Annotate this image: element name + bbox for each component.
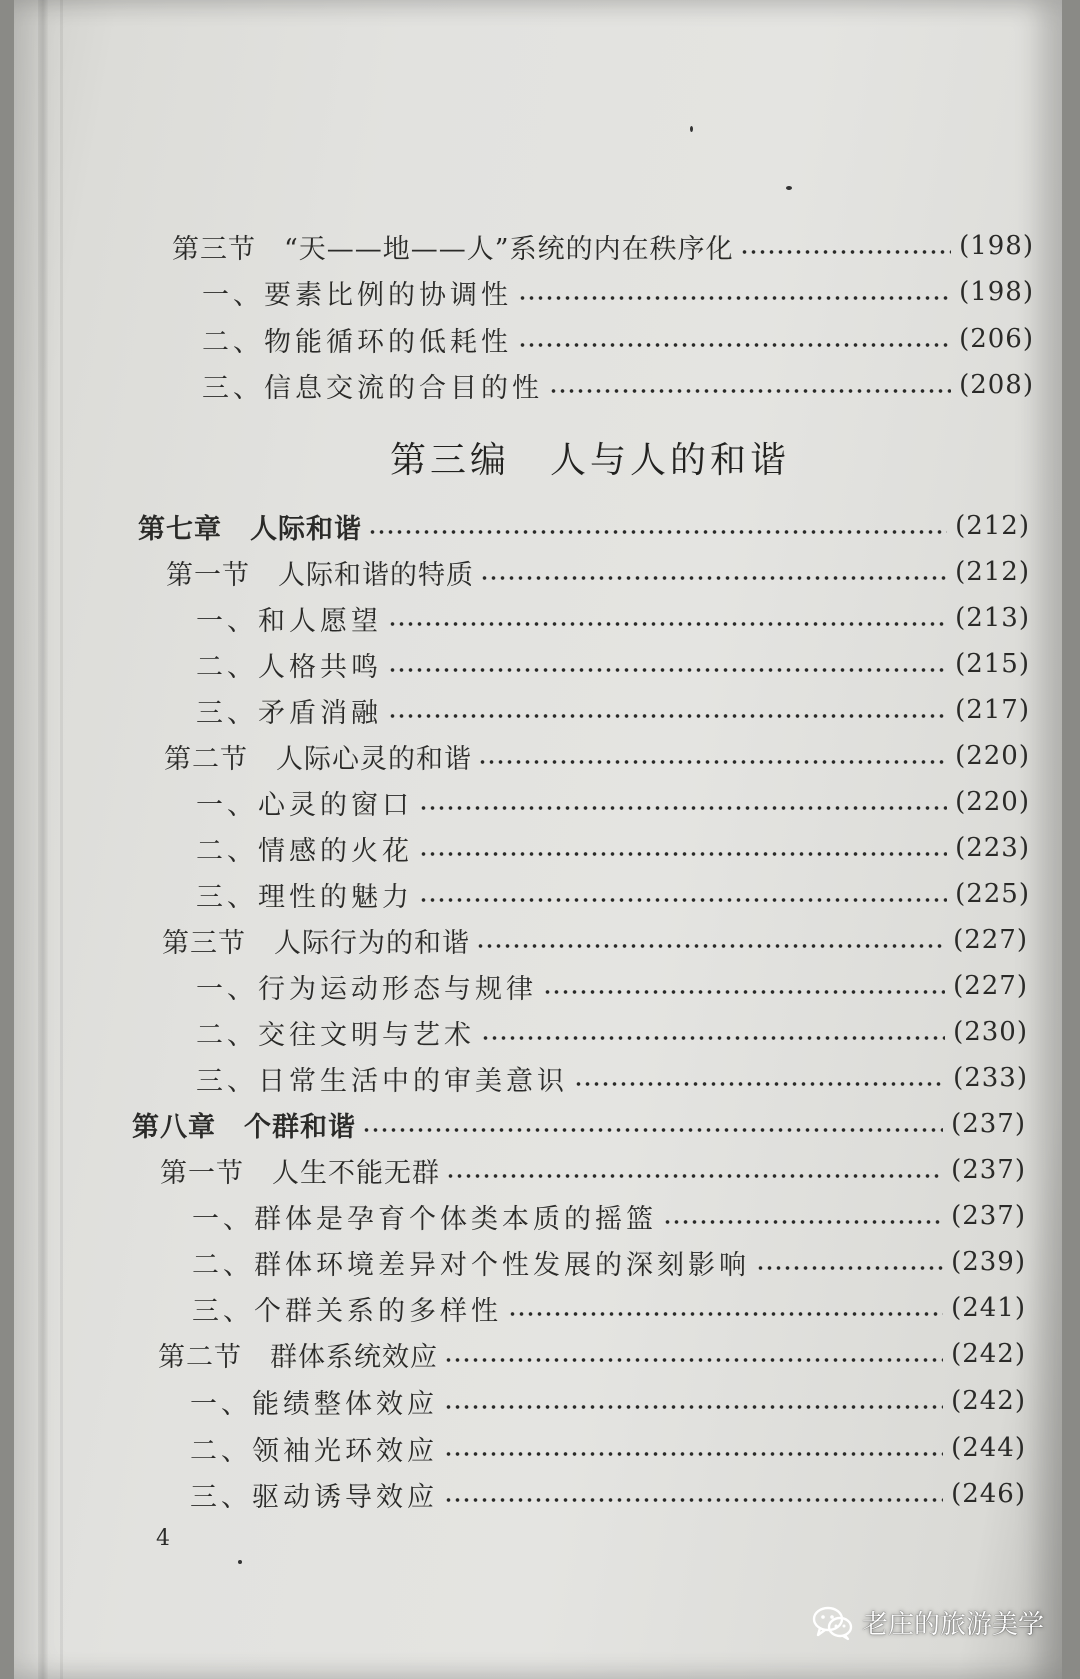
- toc-entry: [190, 1474, 1026, 1514]
- dot-leader: [444, 1404, 943, 1410]
- toc-entry-page: (212): [955, 557, 1030, 587]
- toc-entry-label: 第三节 人际行为的和谐: [162, 927, 470, 959]
- toc-entry-page: (239): [951, 1247, 1026, 1277]
- toc-entry: [164, 736, 1030, 776]
- toc-entry-label: 二、领袖光环效应: [190, 1435, 438, 1467]
- toc-entry-page: (206): [959, 324, 1034, 354]
- toc-entry: [196, 966, 1028, 1006]
- toc-entry-label: 第七章 人际和谐: [138, 513, 362, 545]
- toc-entry: [196, 1012, 1028, 1052]
- dot-leader: [362, 1127, 943, 1133]
- toc-entry-page: (237): [951, 1109, 1026, 1139]
- page-number: 4: [156, 1526, 170, 1551]
- toc-entry: [196, 874, 1030, 914]
- toc-entry: [192, 1196, 1026, 1236]
- dot-leader: [574, 1081, 945, 1087]
- dot-leader: [549, 388, 951, 394]
- toc-entry-page: (237): [951, 1155, 1026, 1185]
- toc-entry-label: 第二节 群体系统效应: [158, 1341, 438, 1373]
- dot-leader: [368, 529, 947, 535]
- dot-leader: [518, 342, 951, 348]
- toc-entry-label: 一、心灵的窗口: [196, 789, 413, 821]
- toc-entry: [202, 319, 1034, 359]
- dot-leader: [481, 1035, 945, 1041]
- dot-leader: [508, 1311, 943, 1317]
- toc-entry-label: 三、日常生活中的审美意识: [196, 1065, 568, 1097]
- toc-entry: [196, 782, 1030, 822]
- dot-leader: [756, 1265, 943, 1271]
- toc-entry-label: 第三节 “天——地——人”系统的内在秩序化: [172, 233, 734, 265]
- toc-entry-label: 三、个群关系的多样性: [192, 1295, 502, 1327]
- toc-entry-label: 三、矛盾消融: [196, 697, 382, 729]
- toc-entry-label: 第二节 人际心灵的和谐: [164, 743, 472, 775]
- toc-entry: [160, 1150, 1026, 1190]
- toc-entry-page: (237): [951, 1201, 1026, 1231]
- toc-entry-label: 二、情感的火花: [196, 835, 413, 867]
- dot-leader: [476, 943, 945, 949]
- toc-entry: [172, 226, 1034, 266]
- toc-entry-label: 一、和人愿望: [196, 605, 382, 637]
- toc-entry-label: 一、群体是孕育个体类本质的摇篮: [192, 1203, 657, 1235]
- dot-leader: [446, 1173, 943, 1179]
- toc-entry-page: (212): [955, 511, 1030, 541]
- toc-entry: [162, 920, 1028, 960]
- paper-speck: [238, 1560, 242, 1564]
- toc-entry-page: (241): [951, 1293, 1026, 1323]
- dot-leader: [444, 1497, 943, 1503]
- toc-entry-page: (227): [953, 971, 1028, 1001]
- dot-leader: [419, 851, 947, 857]
- dot-leader: [444, 1451, 943, 1457]
- dot-leader: [419, 897, 947, 903]
- toc-entry-page: (225): [955, 879, 1030, 909]
- dot-leader: [480, 575, 947, 581]
- toc-entry: [196, 644, 1030, 684]
- toc-entry-label: 二、人格共鸣: [196, 651, 382, 683]
- toc-entry-page: (208): [959, 370, 1034, 400]
- toc-entry-label: 二、物能循环的低耗性: [202, 326, 512, 358]
- toc-entry-page: (233): [953, 1063, 1028, 1093]
- part-title: 第三编 人与人的和谐: [389, 440, 790, 481]
- paper-speck: [786, 186, 792, 190]
- dot-leader: [518, 295, 951, 301]
- toc-entry: [166, 552, 1030, 592]
- toc-entry-label: 三、驱动诱导效应: [190, 1481, 438, 1513]
- toc-entry: [196, 828, 1030, 868]
- toc-entry-label: 一、要素比例的协调性: [202, 279, 512, 311]
- toc-entry-page: (215): [955, 649, 1030, 679]
- toc-entry: [192, 1242, 1026, 1282]
- watermark-text: 老庄的旅游美学: [861, 1610, 1044, 1640]
- toc-entry: [132, 1104, 1026, 1144]
- toc-entry-page: (220): [955, 787, 1030, 817]
- toc-entry: [196, 598, 1030, 638]
- toc-entry-page: (217): [955, 695, 1030, 725]
- toc-entry: [138, 506, 1030, 546]
- toc-entry-page: (242): [951, 1339, 1026, 1369]
- toc-entry-page: (246): [951, 1479, 1026, 1509]
- toc-entry: [190, 1381, 1026, 1421]
- toc-entry: [196, 690, 1030, 730]
- dot-leader: [478, 759, 947, 765]
- toc-entry: [196, 1058, 1028, 1098]
- toc-entry-label: 三、信息交流的合目的性: [202, 372, 543, 404]
- toc-entry-page: (223): [955, 833, 1030, 863]
- dot-leader: [388, 621, 947, 627]
- dot-leader: [419, 805, 947, 811]
- toc-entry-page: (213): [955, 603, 1030, 633]
- toc-entry-page: (244): [951, 1433, 1026, 1463]
- paper-speck: [690, 126, 693, 132]
- toc-entry: [202, 272, 1034, 312]
- dot-leader: [543, 989, 945, 995]
- toc-entry-page: (230): [953, 1017, 1028, 1047]
- dot-leader: [388, 667, 947, 673]
- toc-entry: [158, 1334, 1026, 1374]
- toc-entry-label: 第八章 个群和谐: [132, 1111, 356, 1143]
- toc-entry-page: (198): [959, 277, 1034, 307]
- dot-leader: [444, 1357, 943, 1363]
- toc-entry-label: 第一节 人际和谐的特质: [166, 559, 474, 591]
- toc-entry-label: 一、能绩整体效应: [190, 1388, 438, 1420]
- wechat-icon: [812, 1605, 854, 1641]
- toc-entry-label: 一、行为运动形态与规律: [196, 973, 537, 1005]
- toc-entry-page: (227): [953, 925, 1028, 955]
- toc-entry: [202, 365, 1034, 405]
- dot-leader: [663, 1219, 943, 1225]
- toc-entry-page: (242): [951, 1386, 1026, 1416]
- toc-entry-page: (220): [955, 741, 1030, 771]
- dot-leader: [740, 249, 951, 255]
- dot-leader: [388, 713, 947, 719]
- toc-entry: [190, 1428, 1026, 1468]
- toc-entry-label: 二、交往文明与艺术: [196, 1019, 475, 1051]
- toc-entry-page: (198): [959, 231, 1034, 261]
- watermark: [812, 1604, 1044, 1641]
- toc-entry-label: 第一节 人生不能无群: [160, 1157, 440, 1189]
- toc-entry: [192, 1288, 1026, 1328]
- toc-entry-label: 二、群体环境差异对个性发展的深刻影响: [192, 1249, 750, 1281]
- toc-entry-label: 三、理性的魅力: [196, 881, 413, 913]
